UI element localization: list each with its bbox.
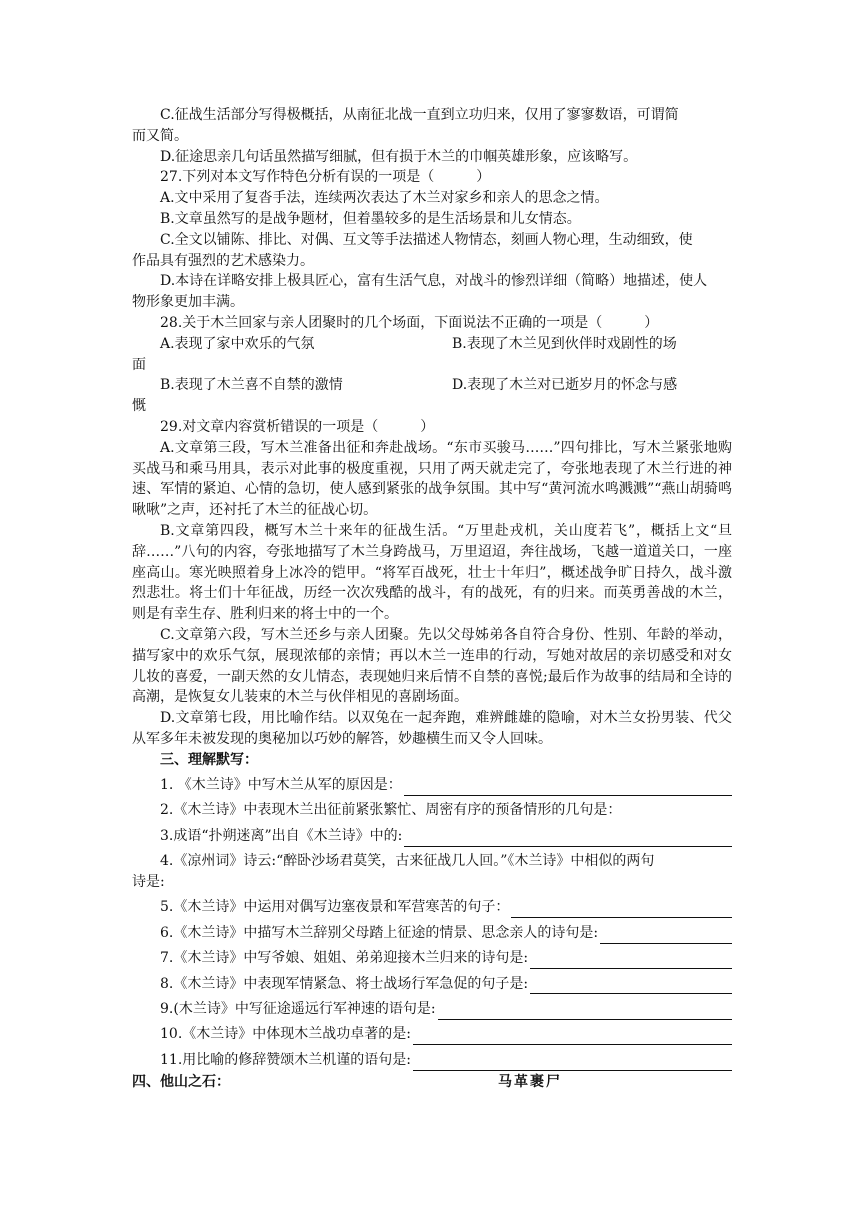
q28-option-a: A.表现了家中欢乐的气氛	[160, 335, 315, 352]
answer-blank-8[interactable]	[530, 977, 732, 994]
answer-blank-9[interactable]	[438, 1003, 732, 1020]
answer-blank-11[interactable]	[413, 1054, 732, 1071]
q29-stem: 29.对文章内容赏析错误的一项是（ ）	[160, 418, 435, 435]
fill-question-8-text: 8.《木兰诗》中表现军情紧急、将士战场行军急促的句子是:	[160, 975, 529, 992]
q28-option-b-cont: 面	[132, 356, 146, 373]
fill-question-7	[132, 944, 732, 969]
answer-blank-10[interactable]	[413, 1028, 732, 1045]
fill-question-4-text: 4.《凉州词》诗云:“醉卧沙场君莫笑，古来征战几人回。”《木兰诗》中相似的两句	[160, 853, 655, 870]
q28-option-d: D.表现了木兰对已逝岁月的怀念与感	[452, 377, 678, 394]
q27-option-d-cont: 物形象更加丰满。	[132, 294, 244, 311]
fill-question-6-text: 6.《木兰诗》中描写木兰辞别父母踏上征途的情景、思念亲人的诗句是:	[160, 924, 599, 941]
q28-options-row-2	[132, 375, 732, 396]
q26-option-c	[132, 105, 732, 126]
q26-option-c-cont	[132, 126, 732, 147]
fill-question-1	[132, 771, 732, 796]
q29-option-a: A.文章第三段，写木兰准备出征和奔赴战场。“东市买骏马……”四句排比，写木兰紧张地购买战马和乘马用具，表示对此事的极度重视，只用了两天就走完了，夸张地表现了木兰行进的神速、军情的紧迫、心情的急切，使人感到紧张的战争氛围。其中写“黄河流水鸣溅溅”“燕山胡骑鸣啾啾”之声，还衬托了木兰的征战心切。	[132, 439, 732, 519]
answer-blank-3[interactable]	[404, 830, 732, 847]
section-4-title: 马革裹尸	[498, 1073, 562, 1090]
fill-question-3	[132, 821, 732, 846]
fill-question-8	[132, 969, 732, 994]
fill-question-7-text: 7.《木兰诗》中写爷娘、姐姐、弟弟迎接木兰归来的诗句是:	[160, 950, 529, 967]
document-body	[132, 105, 732, 1093]
q27-option-c-cont: 作品具有强烈的艺术感染力。	[132, 252, 314, 269]
section-4-row	[132, 1071, 732, 1093]
section-4-heading: 四、他山之石：	[132, 1073, 230, 1090]
q26-option-d: D.征途思亲几句话虽然描写细腻，但有损于木兰的巾帼英雄形象，应该略写。	[160, 148, 638, 165]
fill-question-10-text: 10.《木兰诗》中体现木兰战功卓著的是:	[160, 1026, 411, 1043]
q28-options-row-1	[132, 334, 732, 355]
q26-option-c-text: C.征战生活部分写得极概括，从南征北战一直到立功归来，仅用了寥寥数语，可谓简	[160, 107, 679, 123]
fill-question-1-text: 1. 《木兰诗》中写木兰从军的原因是：	[160, 777, 402, 794]
q26-option-c-text-cont: 而又简。	[132, 127, 188, 144]
answer-blank-5[interactable]	[511, 901, 732, 918]
fill-question-11-text: 11.用比喻的修辞赞颂木兰机谨的语句是:	[160, 1051, 411, 1068]
q27-option-a: A.文中采用了复沓手法，连续两次表达了木兰对家乡和亲人的思念之情。	[160, 190, 609, 207]
fill-question-4	[132, 847, 732, 872]
q28-stem: 28.关于木兰回家与亲人团聚时的几个场面，下面说法不正确的一项是（ ）	[160, 314, 659, 331]
answer-blank-1[interactable]	[404, 779, 732, 796]
q29-option-d: D.文章第七段，用比喻作结。以双兔在一起奔跑，难辨雌雄的隐喻，对木兰女扮男装、代父从军多年未被发现的奥秘加以巧妙的解答，妙趣横生而又令人回味。	[132, 710, 732, 747]
fill-question-9	[132, 994, 732, 1019]
fill-question-6	[132, 918, 732, 943]
answer-blank-7[interactable]	[530, 952, 732, 969]
fill-question-2	[132, 796, 732, 821]
q27-option-d: D.本诗在详略安排上极具匠心，富有生活气息，对战斗的惨烈详细（简略）地描述，使人	[160, 273, 708, 290]
fill-question-5-text: 5.《木兰诗》中运用对偶写边塞夜景和军营寒苦的句子：	[160, 899, 510, 916]
fill-question-9-text: 9.(木兰诗》中写征途遥远行军神速的语句是:	[160, 1001, 436, 1018]
q28-option-d-cont: 慨	[132, 398, 146, 415]
q28-option-b: B.表现了木兰见到伙伴时戏剧性的场	[452, 335, 677, 352]
fill-question-2-text: 2.《木兰诗》中表现木兰出征前紧张繁忙、周密有序的预备情形的几句是：	[160, 802, 622, 819]
q27-option-c: C.全文以铺陈、排比、对偶、互文等手法描述人物情态，刻画人物心理，生动细致，使	[160, 231, 693, 248]
q28-option-c: B.表现了木兰喜不自禁的激情	[160, 377, 343, 394]
fill-question-3-text: 3.成语“扑朔迷离”出自《木兰诗》中的:	[160, 827, 403, 844]
fill-question-5	[132, 893, 732, 918]
fill-question-4-cont: 诗是:	[132, 874, 165, 891]
answer-blank-6[interactable]	[600, 927, 732, 944]
q29-option-c: C.文章第六段，写木兰还乡与亲人团聚。先以父母姊弟各自符合身份、性别、年龄的举动，描写家中的欢乐气氛，展现浓郁的亲情；再以木兰一连串的行动，写她对故居的亲切感受和对女儿妆的喜爱，一副天然的女儿情态，表现她归来后情不自禁的喜悦;最后作为故事的结局和全诗的高潮，是恢复女儿装束的木兰与伙伴相见的喜剧场面。	[132, 626, 732, 706]
fill-question-11	[132, 1045, 732, 1070]
section-3-heading: 三、理解默写：	[160, 751, 258, 768]
q27-stem: 27.下列对本文写作特色分析有误的一项是（ ）	[160, 169, 491, 186]
fill-question-10	[132, 1020, 732, 1045]
q29-option-b: B.文章第四段，概写木兰十来年的征战生活。“万里赴戎机，关山度若飞”，概括上文“旦辞……”八句的内容，夸张地描写了木兰身跨战马，万里迢迢，奔往战场，飞越一道道关口，一座座高山。寒光映照着身上冰冷的铠甲。“将军百战死，壮士十年归”，概述战争旷日持久，战斗激烈悲壮。将士们十年征战，历经一次次残酷的战斗，有的战死，有的归来。而英勇善战的木兰，则是有幸生存、胜利归来的将士中的一个。	[132, 522, 732, 623]
q27-option-b: B.文章虽然写的是战争题材，但着墨较多的是生活场景和儿女情态。	[160, 210, 581, 227]
